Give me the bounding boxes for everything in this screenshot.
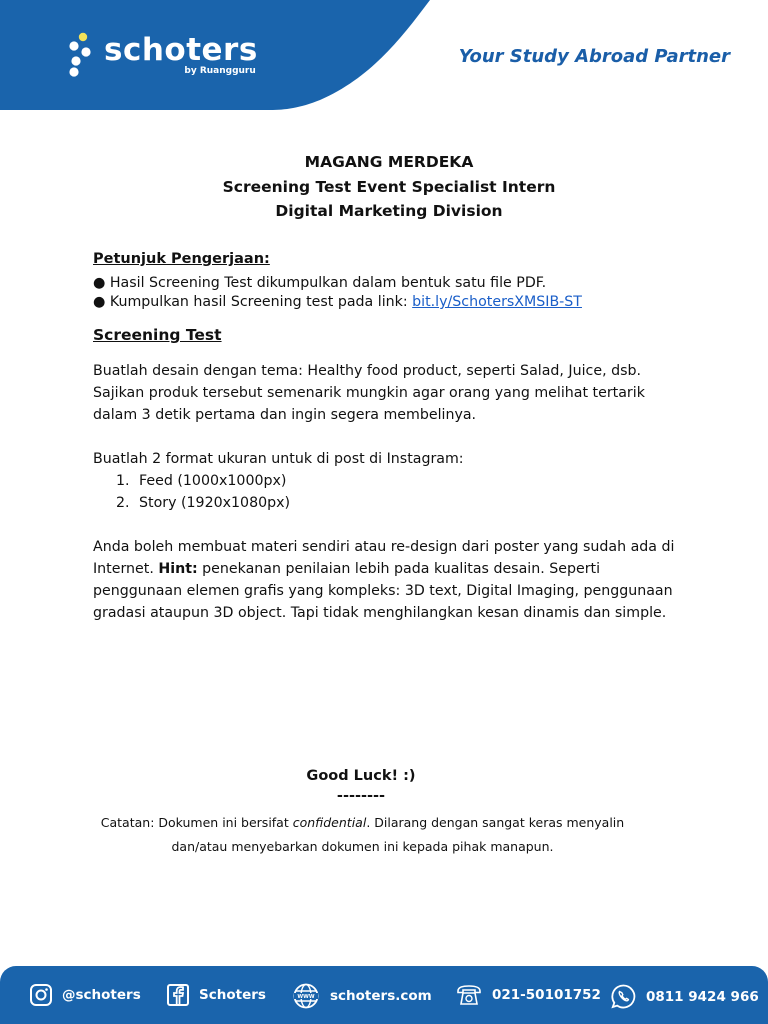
note-line-1-start: Catatan: Dokumen ini bersifat bbox=[100, 815, 293, 830]
paragraph-1-line-3: dalam 3 detik pertama dan ingin segera membelinya. bbox=[93, 407, 477, 423]
footer-whatsapp[interactable] bbox=[610, 983, 759, 1010]
instruction-bullet-2 bbox=[93, 293, 693, 312]
format-text: Feed (1000x1000px) bbox=[139, 473, 287, 489]
instagram-handle: @schoters bbox=[62, 987, 141, 1003]
schoters-logo[interactable] bbox=[68, 32, 258, 78]
paragraph-3-line-2-start: Internet. bbox=[93, 561, 159, 577]
paragraph-2: Buatlah 2 format ukuran untuk di post di Instagram: bbox=[93, 451, 464, 467]
screening-section bbox=[93, 324, 693, 624]
title-line-3: Digital Marketing Division bbox=[275, 202, 503, 220]
footer-phone[interactable] bbox=[455, 983, 601, 1007]
whatsapp-number: 0811 9424 966 bbox=[646, 988, 759, 1005]
footer-website[interactable] bbox=[291, 983, 432, 1009]
title-line-2: Screening Test Event Specialist Intern bbox=[222, 177, 556, 196]
good-luck-text: Good Luck! :) bbox=[306, 768, 416, 784]
format-text: Story (1920x1080px) bbox=[139, 495, 291, 511]
logo-dots-icon bbox=[68, 32, 94, 78]
telephone-icon bbox=[455, 983, 483, 1007]
brand-name: schoters bbox=[104, 32, 258, 68]
globe-icon bbox=[291, 983, 321, 1009]
footer-instagram[interactable] bbox=[29, 983, 141, 1007]
paragraph-3-line-1: Anda boleh membuat materi sendiri atau re-design dari poster yang sudah ada di bbox=[93, 539, 675, 555]
closing-block bbox=[0, 766, 722, 806]
closing-divider: -------- bbox=[336, 788, 386, 804]
whatsapp-icon bbox=[610, 983, 637, 1010]
paragraph-3-line-3: penggunaan elemen grafis yang kompleks: 3D text, Digital Imaging, penggunaan bbox=[93, 583, 673, 599]
confidential-note bbox=[0, 811, 725, 859]
paragraph-3-line-4: gradasi ataupun 3D object. Tapi tidak menghilangkan kesan dinamis dan simple. bbox=[93, 605, 667, 621]
facebook-name: Schoters bbox=[199, 987, 266, 1003]
footer-facebook[interactable] bbox=[166, 983, 266, 1007]
note-italic: confidential bbox=[292, 815, 367, 830]
format-number: 1. bbox=[116, 473, 130, 489]
contact-footer bbox=[0, 966, 768, 1024]
screening-heading: Screening Test bbox=[93, 326, 222, 344]
website-url: schoters.com bbox=[330, 988, 432, 1004]
title-line-1: MAGANG MERDEKA bbox=[304, 153, 474, 171]
instruction-bullet-1: ● Hasil Screening Test dikumpulkan dalam bentuk satu file PDF. bbox=[93, 275, 547, 291]
format-item bbox=[93, 492, 693, 514]
note-line-1-end: . Dilarang dengan sangat keras menyalin bbox=[366, 815, 625, 830]
tagline: Your Study Abroad Partner bbox=[458, 46, 730, 67]
submission-link[interactable]: bit.ly/SchotersXMSIB-ST bbox=[412, 294, 582, 310]
paragraph-1-line-2: Sajikan produk tersebut semenarik mungkin agar orang yang melihat tertarik bbox=[93, 385, 645, 401]
phone-number: 021-50101752 bbox=[492, 987, 601, 1003]
note-line-1 bbox=[0, 811, 725, 835]
paragraph-3-line-2 bbox=[93, 558, 693, 580]
format-item bbox=[93, 470, 693, 492]
instagram-icon bbox=[29, 983, 53, 1007]
note-line-2: dan/atau menyebarkan dokumen ini kepada pihak manapun. bbox=[171, 839, 554, 854]
brand-subtitle: by Ruangguru bbox=[184, 66, 256, 76]
instruction-bullet-2-text: ● Kumpulkan hasil Screening test pada link: bbox=[93, 294, 413, 310]
svg-text:WWW: WWW bbox=[297, 994, 315, 1001]
paragraph-3-line-2-end: penekanan penilaian lebih pada kualitas desain. Seperti bbox=[197, 561, 601, 577]
document-title bbox=[0, 150, 768, 224]
paragraph-1-line-1: Buatlah desain dengan tema: Healthy food product, seperti Salad, Juice, dsb. bbox=[93, 363, 641, 379]
instructions-heading: Petunjuk Pengerjaan: bbox=[93, 251, 270, 267]
format-number: 2. bbox=[116, 495, 130, 511]
instructions-section bbox=[93, 248, 693, 312]
hint-label: Hint: bbox=[158, 561, 198, 577]
facebook-icon bbox=[166, 983, 190, 1007]
